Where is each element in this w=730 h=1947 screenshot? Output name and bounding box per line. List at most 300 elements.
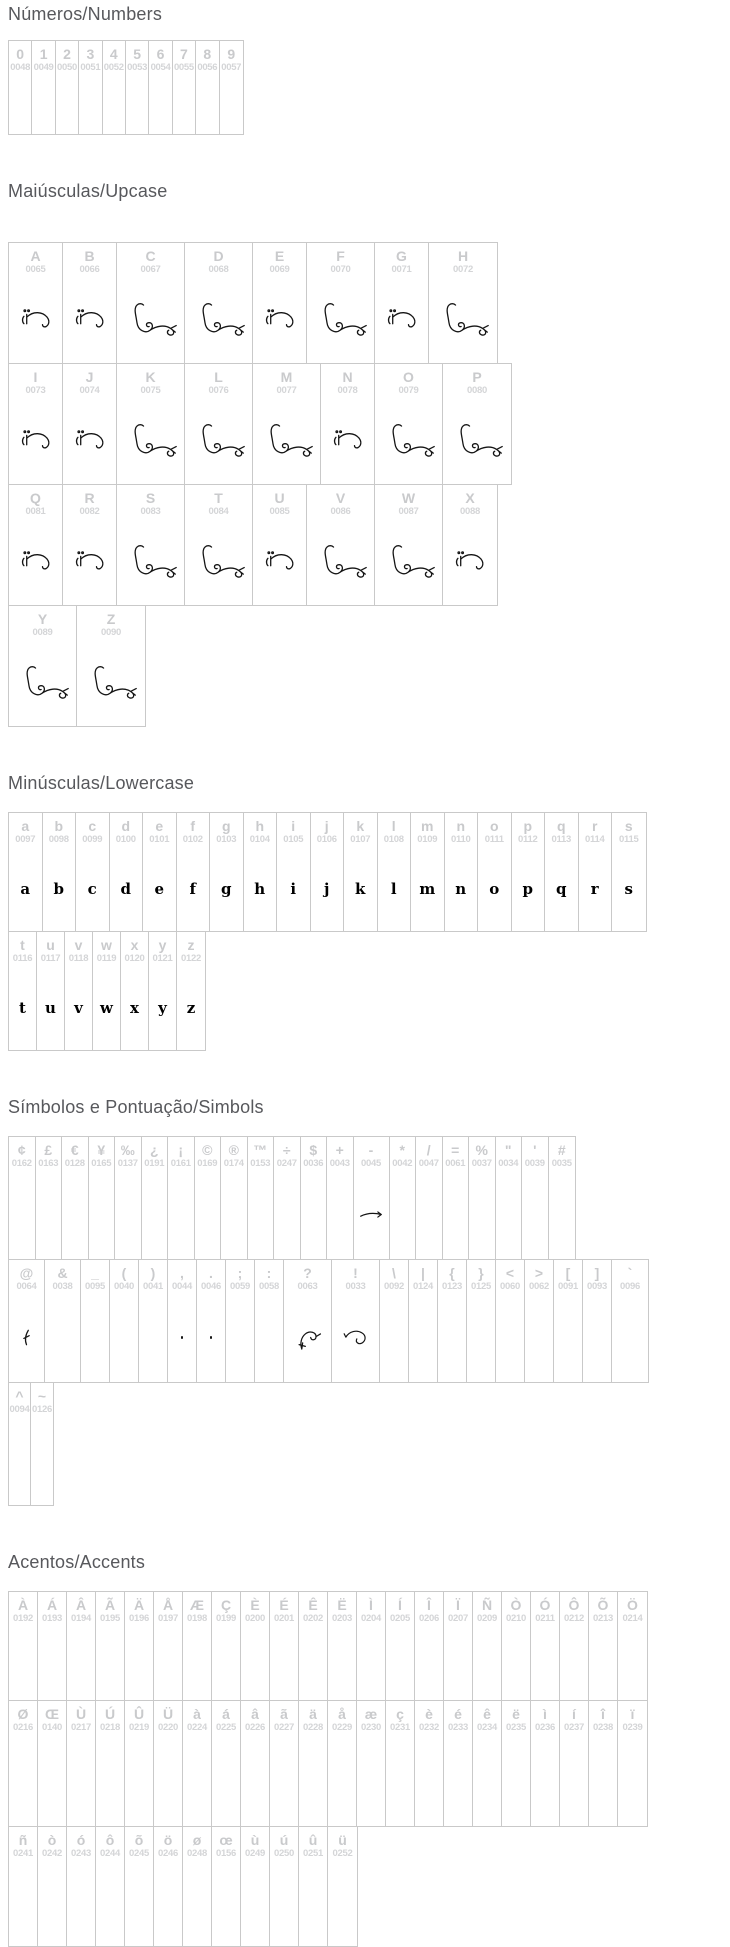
glyph-code: 0081 bbox=[25, 506, 46, 517]
glyph-label: ‰ bbox=[120, 1142, 135, 1158]
glyph-label: ¡ bbox=[178, 1142, 184, 1158]
glyph-label: í bbox=[572, 1706, 576, 1722]
empty-glyph bbox=[173, 74, 195, 134]
section-title-numbers: Números/Numbers bbox=[8, 4, 163, 24]
glyph-code: 0096 bbox=[620, 1281, 640, 1292]
glyph-cell-0100 bbox=[110, 813, 144, 931]
glyph-label: _ bbox=[91, 1265, 99, 1281]
glyph-cell-0094 bbox=[9, 1383, 31, 1505]
glyph-code: 0082 bbox=[79, 506, 100, 517]
glyph-cell-0243 bbox=[67, 1827, 96, 1946]
letter-glyph bbox=[277, 846, 310, 931]
glyph-code: 0156 bbox=[216, 1848, 236, 1859]
letter-glyph bbox=[244, 846, 277, 931]
empty-glyph bbox=[618, 1734, 647, 1826]
glyph-cell-0038 bbox=[45, 1260, 81, 1382]
glyph-label: e bbox=[155, 818, 164, 834]
glyph-cell-0080 bbox=[443, 364, 511, 484]
glyph-cell-0228 bbox=[299, 1701, 328, 1826]
empty-glyph bbox=[81, 1293, 109, 1382]
glyph-cell-0237 bbox=[560, 1701, 589, 1826]
glyph-cell-0037 bbox=[469, 1137, 496, 1259]
letter-glyph-preview: j bbox=[324, 879, 330, 898]
glyph-cell-0040 bbox=[110, 1260, 139, 1382]
glyph-label: & bbox=[57, 1265, 68, 1281]
flourish-large-glyph bbox=[117, 397, 184, 484]
dot-glyph-preview bbox=[210, 1336, 213, 1339]
letter-glyph bbox=[411, 846, 444, 931]
glyph-cell-0249 bbox=[241, 1827, 270, 1946]
glyph-code: 0200 bbox=[245, 1613, 265, 1624]
glyph-label: s bbox=[624, 818, 633, 834]
glyph-code: 0042 bbox=[392, 1158, 413, 1169]
letter-glyph bbox=[93, 965, 120, 1050]
empty-glyph bbox=[589, 1734, 617, 1826]
empty-glyph bbox=[496, 1293, 524, 1382]
letter-glyph-preview: x bbox=[130, 998, 139, 1017]
glyph-code: 0068 bbox=[208, 264, 229, 275]
glyph-code: 0250 bbox=[274, 1848, 294, 1859]
glyph-code: 0033 bbox=[345, 1281, 366, 1292]
glyph-code: 0122 bbox=[181, 953, 201, 964]
glyph-code: 0061 bbox=[445, 1158, 466, 1169]
glyph-code: 0066 bbox=[79, 264, 100, 275]
glyph-cell-0169 bbox=[195, 1137, 222, 1259]
flourish-small-icon bbox=[383, 307, 421, 333]
flourish-small-icon bbox=[261, 549, 299, 575]
glyph-code: 0204 bbox=[361, 1613, 381, 1624]
glyph-cell-0224 bbox=[183, 1701, 212, 1826]
glyph-label: . bbox=[209, 1265, 213, 1281]
section-title-accents: Acentos/Accents bbox=[8, 1552, 146, 1572]
empty-glyph bbox=[328, 1625, 356, 1700]
glyph-label: Ü bbox=[162, 1706, 174, 1722]
empty-glyph bbox=[473, 1625, 501, 1700]
glyph-label: ñ bbox=[18, 1832, 28, 1848]
flourish-small-glyph bbox=[253, 276, 306, 363]
empty-glyph bbox=[9, 1625, 37, 1700]
glyph-label: m bbox=[421, 818, 434, 834]
empty-glyph bbox=[357, 1734, 385, 1826]
glyph-cell-0106 bbox=[311, 813, 345, 931]
glyph-code: 0102 bbox=[182, 834, 203, 845]
flourish-large-icon bbox=[313, 544, 369, 580]
empty-glyph bbox=[139, 1293, 167, 1382]
glyph-label: £ bbox=[44, 1142, 53, 1158]
glyph-table-row bbox=[8, 605, 146, 727]
glyph-code: 0067 bbox=[140, 264, 161, 275]
glyph-label: o bbox=[489, 818, 499, 834]
glyph-code: 0098 bbox=[48, 834, 69, 845]
glyph-code: 0063 bbox=[297, 1281, 318, 1292]
letter-glyph-preview: a bbox=[20, 879, 31, 898]
glyph-cell-0111 bbox=[478, 813, 512, 931]
flourish-small-icon bbox=[71, 428, 109, 454]
flourish-curl-glyph bbox=[332, 1293, 379, 1382]
glyph-cell-0252 bbox=[328, 1827, 357, 1946]
glyph-code: 0072 bbox=[453, 264, 473, 275]
glyph-cell-0088 bbox=[443, 485, 497, 605]
glyph-code: 0090 bbox=[101, 627, 121, 638]
glyph-table-row bbox=[8, 1259, 649, 1383]
empty-glyph bbox=[183, 1625, 211, 1700]
glyph-code: 0086 bbox=[330, 506, 351, 517]
glyph-code: 0202 bbox=[303, 1613, 323, 1624]
glyph-cell-0089 bbox=[9, 606, 77, 726]
glyph-label: ~ bbox=[37, 1388, 47, 1404]
letter-glyph bbox=[311, 846, 344, 931]
glyph-code: 0206 bbox=[419, 1613, 439, 1624]
glyph-cell-0082 bbox=[63, 485, 117, 605]
flourish-large-glyph bbox=[117, 276, 184, 363]
glyph-code: 0227 bbox=[274, 1722, 294, 1733]
letter-glyph bbox=[9, 965, 36, 1050]
glyph-label: Ì bbox=[369, 1597, 373, 1613]
glyph-code: 0235 bbox=[506, 1722, 526, 1733]
glyph-code: 0087 bbox=[398, 506, 419, 517]
flourish-large-icon bbox=[381, 423, 437, 459]
empty-glyph bbox=[531, 1734, 559, 1826]
glyph-code: 0088 bbox=[460, 506, 480, 517]
glyph-label: ë bbox=[512, 1706, 520, 1722]
glyph-cell-0091 bbox=[554, 1260, 583, 1382]
letter-glyph-preview: h bbox=[254, 879, 266, 898]
glyph-code: 0124 bbox=[413, 1281, 433, 1292]
empty-glyph bbox=[473, 1734, 501, 1826]
glyph-cell-0119 bbox=[93, 932, 121, 1050]
empty-glyph bbox=[154, 1734, 182, 1826]
glyph-table-row bbox=[8, 1700, 648, 1827]
empty-glyph bbox=[560, 1625, 588, 1700]
empty-glyph bbox=[301, 1170, 327, 1259]
flourish-large-icon bbox=[313, 302, 369, 338]
glyph-label: â bbox=[251, 1706, 259, 1722]
glyph-label: 2 bbox=[63, 46, 71, 62]
glyph-table-row bbox=[8, 1136, 576, 1260]
empty-glyph bbox=[67, 1860, 95, 1946]
glyph-label: ú bbox=[279, 1832, 289, 1848]
glyph-cell-0218 bbox=[96, 1701, 125, 1826]
glyph-cell-0041 bbox=[139, 1260, 168, 1382]
flourish-large-glyph bbox=[185, 518, 252, 605]
glyph-label: ™ bbox=[253, 1142, 268, 1158]
letter-glyph-preview: z bbox=[186, 998, 196, 1017]
glyph-label: Ù bbox=[75, 1706, 87, 1722]
glyph-code: 0232 bbox=[419, 1722, 439, 1733]
glyph-label: î bbox=[601, 1706, 605, 1722]
letter-glyph-preview: s bbox=[624, 879, 633, 898]
pen-tick-icon bbox=[22, 1328, 31, 1347]
glyph-cell-0104 bbox=[244, 813, 278, 931]
glyph-code: 0209 bbox=[477, 1613, 497, 1624]
glyph-label: Ö bbox=[627, 1597, 638, 1613]
glyph-label: E bbox=[274, 248, 285, 264]
glyph-code: 0079 bbox=[398, 385, 419, 396]
glyph-code: 0203 bbox=[332, 1613, 352, 1624]
glyph-table-row bbox=[8, 484, 498, 606]
letter-glyph-preview: b bbox=[53, 879, 64, 898]
glyph-code: 0205 bbox=[390, 1613, 410, 1624]
glyph-label: Ä bbox=[133, 1597, 145, 1613]
glyph-cell-0234 bbox=[473, 1701, 502, 1826]
empty-glyph bbox=[9, 1416, 30, 1505]
glyph-cell-0034 bbox=[496, 1137, 523, 1259]
glyph-code: 0237 bbox=[564, 1722, 584, 1733]
glyph-label: O bbox=[403, 369, 414, 385]
glyph-cell-0054 bbox=[149, 41, 172, 134]
glyph-label: / bbox=[426, 1142, 431, 1158]
glyph-label: ü bbox=[338, 1832, 347, 1848]
glyph-label: A bbox=[30, 248, 41, 264]
glyph-cell-0220 bbox=[154, 1701, 183, 1826]
empty-glyph bbox=[220, 74, 243, 134]
empty-glyph bbox=[142, 1170, 168, 1259]
glyph-label: Õ bbox=[597, 1597, 609, 1613]
flourish-small-icon bbox=[71, 307, 109, 333]
glyph-label: h bbox=[255, 818, 265, 834]
glyph-label: 8 bbox=[203, 46, 212, 62]
empty-glyph bbox=[270, 1860, 298, 1946]
glyph-table-row bbox=[8, 242, 498, 364]
empty-glyph bbox=[299, 1734, 327, 1826]
letter-glyph bbox=[43, 846, 76, 931]
glyph-code: 0064 bbox=[16, 1281, 37, 1292]
glyph-label: É bbox=[279, 1597, 289, 1613]
glyph-label: 1 bbox=[39, 46, 48, 62]
glyph-code: 0058 bbox=[259, 1281, 279, 1292]
glyph-cell-0055 bbox=[173, 41, 196, 134]
glyph-cell-0074 bbox=[63, 364, 117, 484]
glyph-code: 0119 bbox=[96, 953, 117, 964]
glyph-cell-0198 bbox=[183, 1592, 212, 1700]
glyph-code: 0169 bbox=[197, 1158, 218, 1169]
letter-glyph bbox=[612, 846, 646, 931]
glyph-label: S bbox=[145, 490, 156, 506]
glyph-code: 0104 bbox=[249, 834, 270, 845]
glyph-label: 4 bbox=[109, 46, 118, 62]
letter-glyph bbox=[210, 846, 243, 931]
glyph-cell-0124 bbox=[409, 1260, 438, 1382]
glyph-cell-0116 bbox=[9, 932, 37, 1050]
glyph-label: ÷ bbox=[282, 1142, 291, 1158]
glyph-code: 0085 bbox=[269, 506, 290, 517]
dash-stroke-icon bbox=[359, 1209, 383, 1220]
empty-glyph bbox=[502, 1734, 530, 1826]
flourish-large-icon bbox=[435, 302, 491, 338]
glyph-code: 0229 bbox=[332, 1722, 352, 1733]
glyph-code: 0084 bbox=[208, 506, 229, 517]
empty-glyph bbox=[549, 1170, 576, 1259]
section-accents bbox=[8, 1552, 730, 1947]
glyph-cell-0241 bbox=[9, 1827, 38, 1946]
glyph-code: 0228 bbox=[303, 1722, 323, 1733]
glyph-code: 0211 bbox=[535, 1613, 555, 1624]
glyph-label: < bbox=[505, 1265, 515, 1281]
glyph-code: 0110 bbox=[451, 834, 471, 845]
empty-glyph bbox=[496, 1170, 522, 1259]
glyph-label: Í bbox=[398, 1597, 402, 1613]
glyph-code: 0192 bbox=[13, 1613, 33, 1624]
glyph-label: ` bbox=[627, 1265, 633, 1281]
glyph-code: 0251 bbox=[303, 1848, 323, 1859]
glyph-code: 0244 bbox=[100, 1848, 120, 1859]
glyph-cell-0191 bbox=[142, 1137, 169, 1259]
glyph-label: * bbox=[399, 1142, 405, 1158]
letter-glyph-preview: e bbox=[154, 879, 165, 898]
empty-glyph bbox=[45, 1293, 80, 1382]
empty-glyph bbox=[386, 1734, 414, 1826]
glyph-cell-0113 bbox=[545, 813, 579, 931]
glyph-cell-0227 bbox=[270, 1701, 299, 1826]
glyph-label: W bbox=[401, 490, 416, 506]
glyph-code: 0053 bbox=[127, 62, 148, 73]
glyph-label: ¿ bbox=[149, 1142, 159, 1158]
glyph-cell-0051 bbox=[79, 41, 102, 134]
glyph-cell-0095 bbox=[81, 1260, 110, 1382]
letter-glyph-preview: n bbox=[455, 879, 467, 898]
empty-glyph bbox=[110, 1293, 138, 1382]
flourish-large-icon bbox=[15, 665, 71, 701]
glyph-code: 0116 bbox=[12, 953, 33, 964]
section-title-upcase: Maiúsculas/Upcase bbox=[8, 181, 168, 201]
glyph-label: Y bbox=[37, 611, 48, 627]
glyph-cell-0056 bbox=[196, 41, 219, 134]
glyph-cell-0112 bbox=[512, 813, 546, 931]
glyph-label: å bbox=[338, 1706, 346, 1722]
flourish-small-glyph bbox=[63, 397, 116, 484]
flourish-small-glyph bbox=[375, 276, 428, 363]
glyph-cell-0128 bbox=[62, 1137, 89, 1259]
empty-glyph bbox=[38, 1734, 66, 1826]
flourish-question-glyph bbox=[284, 1293, 331, 1382]
glyph-label: ' bbox=[533, 1142, 537, 1158]
empty-glyph bbox=[618, 1625, 647, 1700]
glyph-label: Œ bbox=[45, 1706, 59, 1722]
glyph-label: p bbox=[523, 818, 533, 834]
empty-glyph bbox=[270, 1625, 298, 1700]
glyph-cell-0048 bbox=[9, 41, 32, 134]
glyph-label: z bbox=[187, 937, 195, 953]
glyph-code: 0095 bbox=[85, 1281, 105, 1292]
glyph-code: 0060 bbox=[500, 1281, 520, 1292]
glyph-code: 0039 bbox=[524, 1158, 545, 1169]
glyph-cell-0066 bbox=[63, 243, 117, 363]
section-title-symbols: Símbolos e Pontuação/Simbols bbox=[8, 1097, 264, 1117]
glyph-code: 0077 bbox=[276, 385, 297, 396]
empty-glyph bbox=[31, 1416, 53, 1505]
glyph-cell-0242 bbox=[38, 1827, 67, 1946]
empty-glyph bbox=[248, 1170, 274, 1259]
glyph-label: È bbox=[250, 1597, 260, 1613]
letter-glyph-preview: c bbox=[87, 879, 97, 898]
empty-glyph bbox=[67, 1625, 95, 1700]
empty-glyph bbox=[38, 1860, 66, 1946]
empty-glyph bbox=[115, 1170, 141, 1259]
empty-glyph bbox=[416, 1170, 442, 1259]
empty-glyph bbox=[554, 1293, 582, 1382]
glyph-label: ] bbox=[594, 1265, 600, 1281]
glyph-code: 0117 bbox=[40, 953, 61, 964]
glyph-cell-0087 bbox=[375, 485, 443, 605]
letter-glyph-preview: d bbox=[120, 879, 131, 898]
flourish-large-icon bbox=[381, 544, 437, 580]
glyph-cell-0036 bbox=[301, 1137, 328, 1259]
glyph-label: H bbox=[457, 248, 469, 264]
empty-glyph bbox=[125, 1734, 153, 1826]
glyph-label: { bbox=[449, 1265, 455, 1281]
empty-glyph bbox=[103, 74, 125, 134]
glyph-label: û bbox=[308, 1832, 318, 1848]
empty-glyph bbox=[195, 1170, 221, 1259]
letter-glyph-preview: y bbox=[158, 998, 167, 1017]
glyph-label: = bbox=[451, 1142, 460, 1158]
empty-glyph bbox=[438, 1293, 466, 1382]
glyph-cell-0052 bbox=[103, 41, 126, 134]
flourish-large-icon bbox=[259, 423, 315, 459]
glyph-cell-0233 bbox=[444, 1701, 473, 1826]
glyph-code: 0059 bbox=[230, 1281, 250, 1292]
glyph-cell-0101 bbox=[143, 813, 177, 931]
glyph-code: 0212 bbox=[564, 1613, 584, 1624]
glyph-cell-0073 bbox=[9, 364, 63, 484]
glyph-code: 0165 bbox=[91, 1158, 112, 1169]
flourish-question-icon bbox=[292, 1324, 324, 1351]
glyph-label: ô bbox=[105, 1832, 115, 1848]
glyph-label: ò bbox=[47, 1832, 57, 1848]
glyph-cell-0058 bbox=[255, 1260, 284, 1382]
glyph-label: k bbox=[356, 818, 365, 834]
glyph-cell-0098 bbox=[43, 813, 77, 931]
glyph-code: 0071 bbox=[391, 264, 412, 275]
glyph-label: à bbox=[193, 1706, 201, 1722]
glyph-cell-0077 bbox=[253, 364, 321, 484]
glyph-label: $ bbox=[309, 1142, 318, 1158]
empty-glyph bbox=[38, 1625, 66, 1700]
glyph-code: 0225 bbox=[216, 1722, 236, 1733]
letter-glyph-preview: f bbox=[189, 879, 196, 898]
empty-glyph bbox=[67, 1734, 95, 1826]
glyph-label: M bbox=[280, 369, 293, 385]
empty-glyph bbox=[9, 74, 31, 134]
glyph-cell-0125 bbox=[467, 1260, 496, 1382]
glyph-label: ù bbox=[250, 1832, 260, 1848]
glyph-label: R bbox=[84, 490, 95, 506]
glyph-label: I bbox=[33, 369, 38, 385]
empty-glyph bbox=[36, 1170, 62, 1259]
flourish-small-icon bbox=[17, 307, 55, 333]
glyph-cell-0161 bbox=[168, 1137, 195, 1259]
glyph-label: G bbox=[396, 248, 407, 264]
glyph-cell-0216 bbox=[9, 1701, 38, 1826]
glyph-label: ï bbox=[630, 1706, 635, 1722]
glyph-label: Â bbox=[75, 1597, 87, 1613]
glyph-label: 6 bbox=[156, 46, 165, 62]
glyph-code: 0041 bbox=[143, 1281, 163, 1292]
glyph-label: Ã bbox=[104, 1597, 116, 1613]
glyph-label: N bbox=[342, 369, 353, 385]
glyph-cell-0217 bbox=[67, 1701, 96, 1826]
glyph-label: ó bbox=[76, 1832, 86, 1848]
glyph-cell-0205 bbox=[386, 1592, 415, 1700]
letter-glyph bbox=[378, 846, 411, 931]
glyph-cell-0239 bbox=[618, 1701, 647, 1826]
glyph-code: 0163 bbox=[38, 1158, 59, 1169]
glyph-label: ¥ bbox=[97, 1142, 106, 1158]
glyph-cell-0126 bbox=[31, 1383, 53, 1505]
empty-glyph bbox=[9, 1860, 37, 1946]
flourish-small-icon bbox=[451, 549, 489, 575]
glyph-label: ¢ bbox=[17, 1142, 26, 1158]
